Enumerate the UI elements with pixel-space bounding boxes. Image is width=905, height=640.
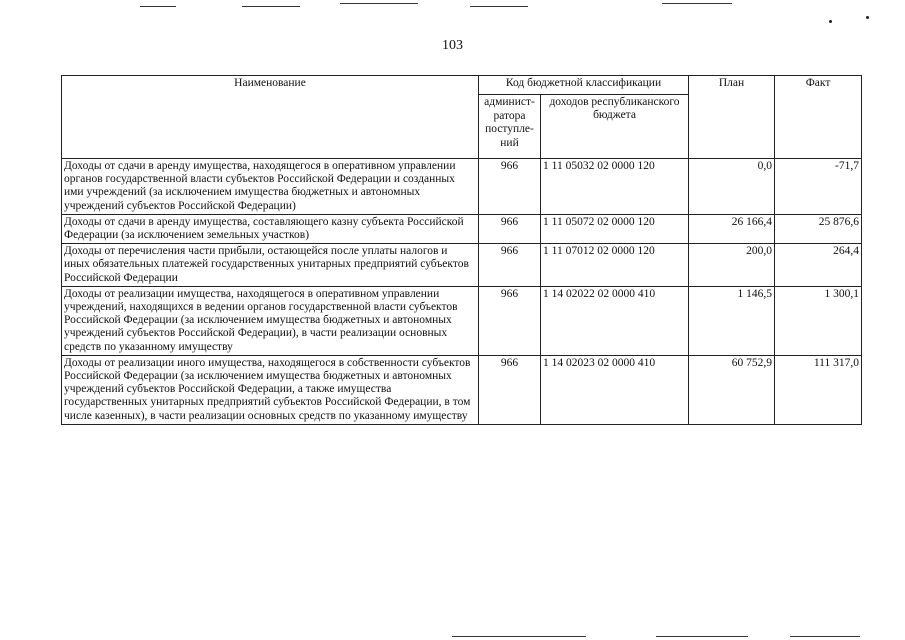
- row-fact: 264,4: [775, 244, 862, 287]
- header-name: Наименование: [62, 76, 479, 159]
- row-plan: 26 166,4: [689, 214, 775, 243]
- row-budget-code: 1 11 05032 02 0000 120: [541, 159, 689, 215]
- header-code-group: Код бюджетной классификации: [479, 76, 689, 95]
- budget-table: [61, 75, 862, 425]
- scan-artifact-line: [340, 3, 418, 4]
- table-row: [62, 159, 862, 215]
- scan-artifact-line: [662, 3, 732, 4]
- row-plan: 0,0: [689, 159, 775, 215]
- header-admin: админист-ратора поступле-ний: [479, 95, 541, 159]
- row-name: Доходы от сдачи в аренду имущества, находящегося в оперативном управлении органов государственной власти субъектов Российской Федерации и созданных ими учреждений (за исключением имущества бюджетных и автономных учреждений субъектов Российской Федерации): [62, 159, 479, 215]
- scan-artifact-line: [656, 636, 748, 637]
- row-admin-code: 966: [479, 159, 541, 215]
- row-fact: 111 317,0: [775, 355, 862, 424]
- scan-artifact-line: [140, 6, 176, 7]
- row-admin-code: 966: [479, 355, 541, 424]
- row-fact: 1 300,1: [775, 286, 862, 355]
- row-fact: 25 876,6: [775, 214, 862, 243]
- row-admin-code: 966: [479, 244, 541, 287]
- row-fact: -71,7: [775, 159, 862, 215]
- table-row: [62, 214, 862, 243]
- table-header: [62, 76, 862, 159]
- row-admin-code: 966: [479, 214, 541, 243]
- scan-artifact-speck: [829, 20, 832, 23]
- row-plan: 60 752,9: [689, 355, 775, 424]
- row-budget-code: 1 11 07012 02 0000 120: [541, 244, 689, 287]
- scan-artifact-line: [470, 6, 528, 7]
- scan-artifact-speck: [866, 16, 869, 19]
- scan-artifact-line: [452, 636, 586, 637]
- row-plan: 200,0: [689, 244, 775, 287]
- scan-artifact-line: [790, 636, 860, 637]
- row-budget-code: 1 14 02023 02 0000 410: [541, 355, 689, 424]
- header-income: доходов республиканского бюджета: [541, 95, 689, 159]
- row-admin-code: 966: [479, 286, 541, 355]
- row-name: Доходы от перечисления части прибыли, остающейся после уплаты налогов и иных обязательных платежей государственных унитарных предприятий субъектов Российской Федерации: [62, 244, 479, 287]
- row-plan: 1 146,5: [689, 286, 775, 355]
- table-row: [62, 355, 862, 424]
- header-plan: План: [689, 76, 775, 159]
- scan-artifact-line: [242, 6, 300, 7]
- table-row: [62, 286, 862, 355]
- row-budget-code: 1 11 05072 02 0000 120: [541, 214, 689, 243]
- row-budget-code: 1 14 02022 02 0000 410: [541, 286, 689, 355]
- row-name: Доходы от сдачи в аренду имущества, составляющего казну субъекта Российской Федерации (за исключением земельных участков): [62, 214, 479, 243]
- table-body: [62, 159, 862, 425]
- table-row: [62, 244, 862, 287]
- header-fact: Факт: [775, 76, 862, 159]
- row-name: Доходы от реализации иного имущества, находящегося в собственности субъектов Российской Федерации (за исключением имущества бюджетных и автономных учреждений субъектов Российской Федерации, а также имущества государственных унитарных предприятий субъектов Российской Федерации, в том числе казенных), в части реализации основных средств по указанному имуществу: [62, 355, 479, 424]
- page-number: 103: [442, 38, 463, 53]
- row-name: Доходы от реализации имущества, находящегося в оперативном управлении учреждений, находящихся в ведении органов государственной власти субъектов Российской Федерации (за исключением имущества бюджетных и автономных учреждений субъектов Российской Федерации), в части реализации основных средств по указанному имуществу: [62, 286, 479, 355]
